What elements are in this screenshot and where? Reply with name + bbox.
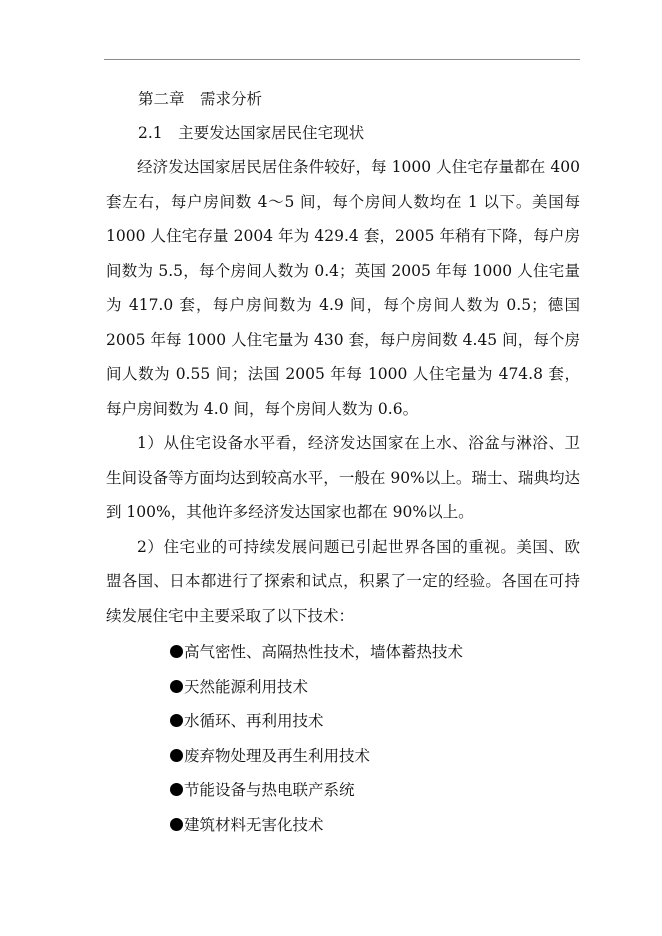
list-item-label: 废弃物处理及再生利用技术 [184,746,371,765]
black-circle-bullet-icon [170,749,183,762]
chapter-title: 第二章 需求分析 [138,90,263,108]
list-item-label: 高气密性、高隔热性技术，墙体蓄热技术 [184,643,464,661]
black-circle-bullet-icon [170,818,183,831]
document-body [106,82,580,843]
black-circle-bullet-icon [170,714,183,727]
section-title: 2.1 主要发达国家居民住宅现状 [138,124,365,142]
list-item-label: 天然能源利用技术 [184,677,309,696]
black-circle-bullet-icon [170,680,183,693]
black-circle-bullet-icon [170,783,183,796]
paragraph-sustainable-development: 2）住宅业的可持续发展问题已引起世界各国的重视。美国、欧盟各国、日本都进行了探索和试点，积累了一定的经验。各国在可持续发展住宅中主要采取了以下技术： [106,537,580,625]
list-item [170,773,580,808]
technology-list [170,635,580,843]
list-item [170,670,580,705]
list-item [170,704,580,739]
paragraph-equipment-level: 1）从住宅设备水平看，经济发达国家在上水、浴盆与淋浴、卫生间设备等方面均达到较高水平，一般在 90%以上。瑞士、瑞典均达到 100%，其他许多经济发达国家也都在 90%以上。 [106,434,580,521]
list-item [170,808,580,843]
paragraph-housing-stock: 经济发达国家居民居住条件较好，每 1000 人住宅存量都在 400 套左右，每户房间数 4～5 间，每个房间人数均在 1 以下。美国每 1000 人住宅存量 2004 年为 429.4 套，2005 年稍有下降，每户房间数为 5.5，每个房间人数为 0.4；英国 2005 年每 1000 人住宅量为 417.0 套，每户房间数为 4.9 间，每个房间人数为 0.5；德国 2005 年每 1000 人住宅量为 430 套，每户房间数 4.45 间，每个房间人数为 0.55 间；法国 2005 年每 1000 人住宅量为 474.8 套，每户房间数为 4.0 间，每个房间人数为 0.6。 [106,158,580,418]
black-circle-bullet-icon [170,645,183,658]
header-rule [104,59,580,60]
list-item-label: 水循环、再利用技术 [184,712,324,731]
list-item [170,635,580,670]
list-item-label: 建筑材料无害化技术 [184,815,324,834]
list-item-label: 节能设备与热电联产系统 [184,781,355,800]
list-item [170,739,580,774]
